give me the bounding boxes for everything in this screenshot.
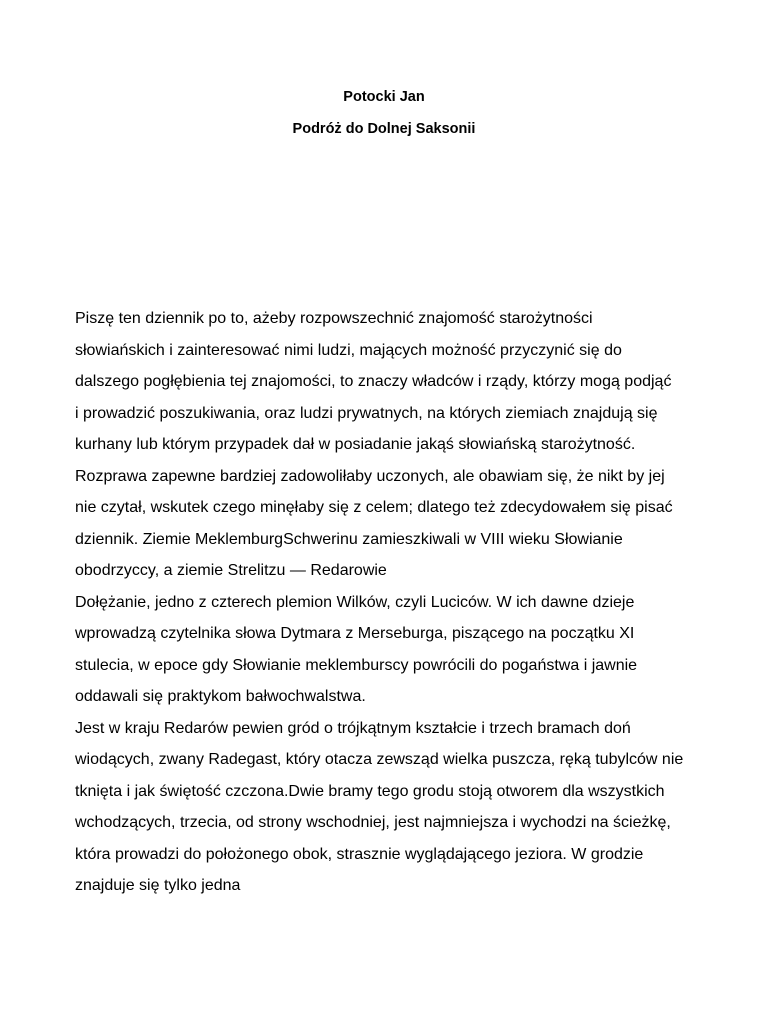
text-line: wchodzących, trzecia, od strony wschodniej, jest najmniejsza i wychodzi na ścieżkę, (75, 814, 671, 831)
text-line: obodrzyccy, a ziemie Strelitzu — Redarowie (75, 562, 387, 579)
text-line: tknięta i jak świętość czczona.Dwie bramy tego grodu stoją otworem dla wszystkich (75, 782, 665, 800)
text-line: słowiańskich i zainteresować nimi ludzi, mających możność przyczynić się do (75, 341, 622, 359)
text-line: wprowadzą czytelnika słowa Dytmara z Merseburga, piszącego na początku XI (75, 625, 635, 642)
text-line: oddawali się praktykom bałwochwalstwa. (75, 688, 366, 705)
text-line: dalszego pogłębienia tej znajomości, to znaczy władców i rządy, którzy mogą podjąć (75, 373, 672, 390)
text-line: dziennik. Ziemie MeklemburgSchwerinu zamieszkiwali w VIII wieku Słowianie (75, 530, 623, 548)
text-line: Piszę ten dziennik po to, ażeby rozpowszechnić znajomość starożytności (75, 310, 593, 327)
text-line: Dołężanie, jedno z czterech plemion Wilków, czyli Luciców. W ich dawne dzieje (75, 593, 635, 611)
body-text (75, 303, 715, 902)
text-line: znajduje się tylko jedna (75, 877, 241, 894)
text-line: nie czytał, wskutek czego minęłaby się z celem; dlatego też zdecydowałem się pisać (75, 499, 673, 516)
text-line: Jest w kraju Redarów pewien gród o trójkątnym kształcie i trzech bramach doń (75, 719, 631, 737)
text-line: i prowadzić poszukiwania, oraz ludzi prywatnych, na których ziemiach znajdują się (75, 404, 658, 422)
author-heading: Potocki Jan (343, 89, 425, 105)
text-line: która prowadzi do położonego obok, strasznie wyglądającego jeziora. W grodzie (75, 845, 644, 863)
document-title: Podróż do Dolnej Saksonii (292, 121, 476, 137)
text-line: kurhany lub którym przypadek dał w posiadanie jakąś słowiańską starożytność. (75, 436, 636, 453)
text-line: wiodących, zwany Radegast, który otacza zewsząd wielka puszcza, ręką tubylców nie (75, 751, 684, 768)
text-line: stulecia, w epoce gdy Słowianie meklemburscy powrócili do pogaństwa i jawnie (75, 656, 638, 674)
text-line: Rozprawa zapewne bardziej zadowoliłaby uczonych, ale obawiam się, że nikt by jej (75, 467, 665, 485)
